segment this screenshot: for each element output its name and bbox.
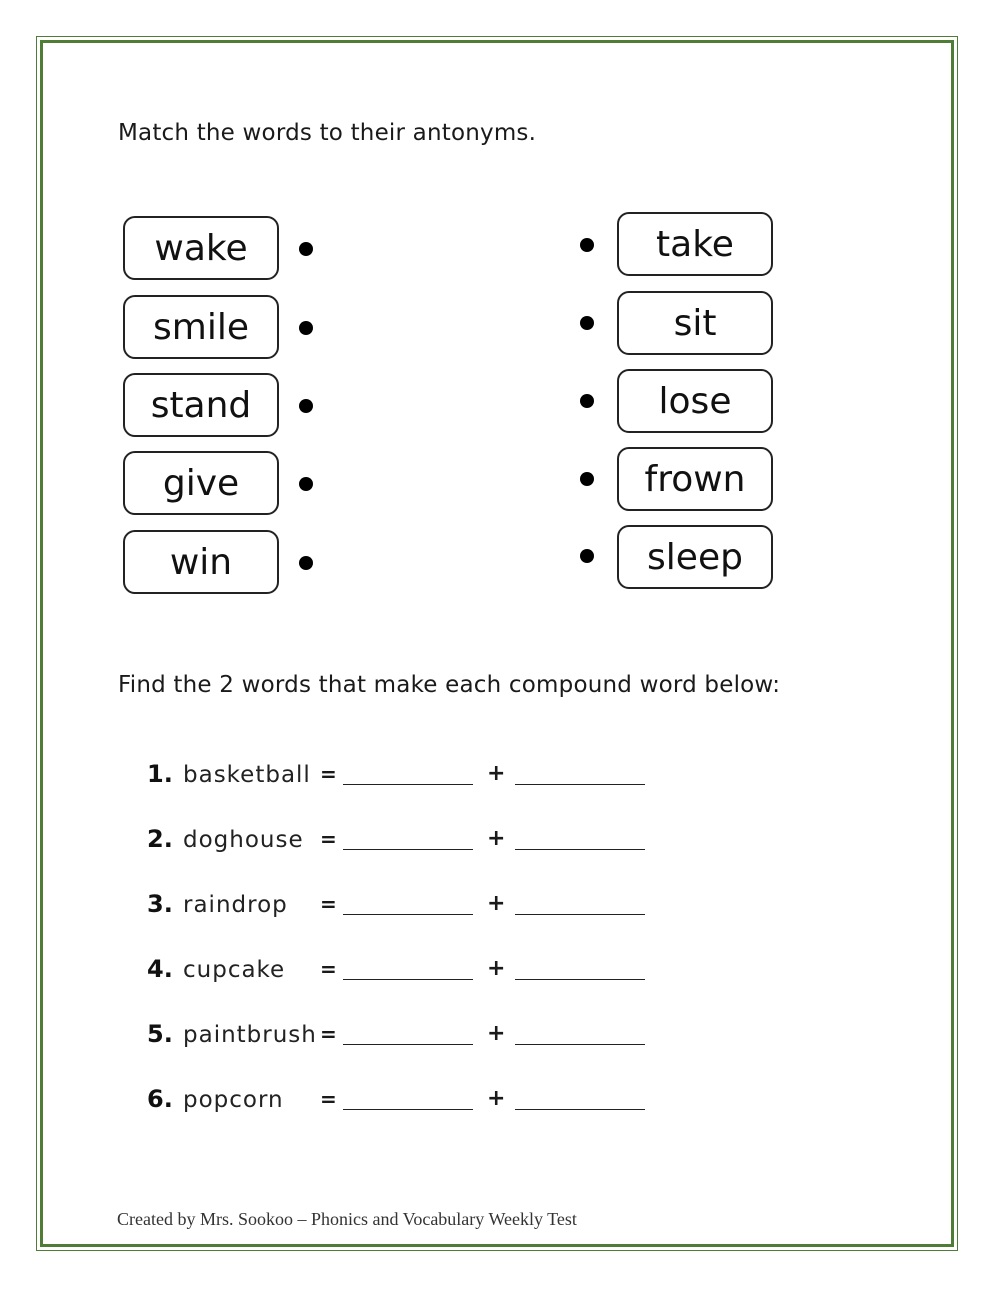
right-match-dot[interactable]	[580, 394, 594, 408]
plus-sign: +	[487, 1086, 506, 1111]
left-word-box[interactable]: give	[123, 451, 279, 515]
equals-sign: =	[320, 827, 337, 851]
left-word-box[interactable]: smile	[123, 295, 279, 359]
footer-credit: Created by Mrs. Sookoo – Phonics and Vocabulary Weekly Test	[117, 1209, 577, 1229]
item-number: 3.	[147, 890, 173, 918]
answer-blank-first[interactable]	[343, 784, 473, 785]
item-number: 1.	[147, 760, 173, 788]
right-word-box[interactable]: sleep	[617, 525, 773, 589]
right-word-box[interactable]: lose	[617, 369, 773, 433]
answer-blank-first[interactable]	[343, 914, 473, 915]
equals-sign: =	[320, 1022, 337, 1046]
left-word-box[interactable]: wake	[123, 216, 279, 280]
compound-word: cupcake	[183, 957, 286, 983]
right-match-dot[interactable]	[580, 238, 594, 252]
answer-blank-second[interactable]	[515, 979, 645, 980]
item-number: 5.	[147, 1020, 173, 1048]
plus-sign: +	[487, 826, 506, 851]
compound-row	[147, 955, 667, 989]
compound-word: raindrop	[183, 892, 288, 918]
plus-sign: +	[487, 761, 506, 786]
plus-sign: +	[487, 1021, 506, 1046]
equals-sign: =	[320, 762, 337, 786]
answer-blank-first[interactable]	[343, 979, 473, 980]
answer-blank-second[interactable]	[515, 1109, 645, 1110]
right-match-dot[interactable]	[580, 316, 594, 330]
compound-row	[147, 760, 667, 794]
compound-row	[147, 1085, 667, 1119]
compound-word: doghouse	[183, 827, 304, 853]
answer-blank-second[interactable]	[515, 849, 645, 850]
compound-word: paintbrush	[183, 1022, 317, 1048]
equals-sign: =	[320, 892, 337, 916]
left-word-box[interactable]: stand	[123, 373, 279, 437]
answer-blank-second[interactable]	[515, 1044, 645, 1045]
right-match-dot[interactable]	[580, 472, 594, 486]
answer-blank-second[interactable]	[515, 914, 645, 915]
left-match-dot[interactable]	[299, 321, 313, 335]
answer-blank-first[interactable]	[343, 1109, 473, 1110]
plus-sign: +	[487, 891, 506, 916]
compound-word: basketball	[183, 762, 311, 788]
right-word-box[interactable]: take	[617, 212, 773, 276]
left-match-dot[interactable]	[299, 477, 313, 491]
equals-sign: =	[320, 957, 337, 981]
item-number: 6.	[147, 1085, 173, 1113]
right-word-box[interactable]: sit	[617, 291, 773, 355]
answer-blank-first[interactable]	[343, 1044, 473, 1045]
compound-row	[147, 1020, 667, 1054]
left-match-dot[interactable]	[299, 399, 313, 413]
equals-sign: =	[320, 1087, 337, 1111]
plus-sign: +	[487, 956, 506, 981]
item-number: 2.	[147, 825, 173, 853]
left-word-box[interactable]: win	[123, 530, 279, 594]
compound-word: popcorn	[183, 1087, 284, 1113]
compound-row	[147, 890, 667, 924]
section1-instruction: Match the words to their antonyms.	[118, 120, 537, 146]
right-match-dot[interactable]	[580, 549, 594, 563]
left-match-dot[interactable]	[299, 556, 313, 570]
right-word-box[interactable]: frown	[617, 447, 773, 511]
compound-row	[147, 825, 667, 859]
left-match-dot[interactable]	[299, 242, 313, 256]
answer-blank-first[interactable]	[343, 849, 473, 850]
item-number: 4.	[147, 955, 173, 983]
answer-blank-second[interactable]	[515, 784, 645, 785]
section2-instruction: Find the 2 words that make each compound word below:	[118, 672, 781, 698]
